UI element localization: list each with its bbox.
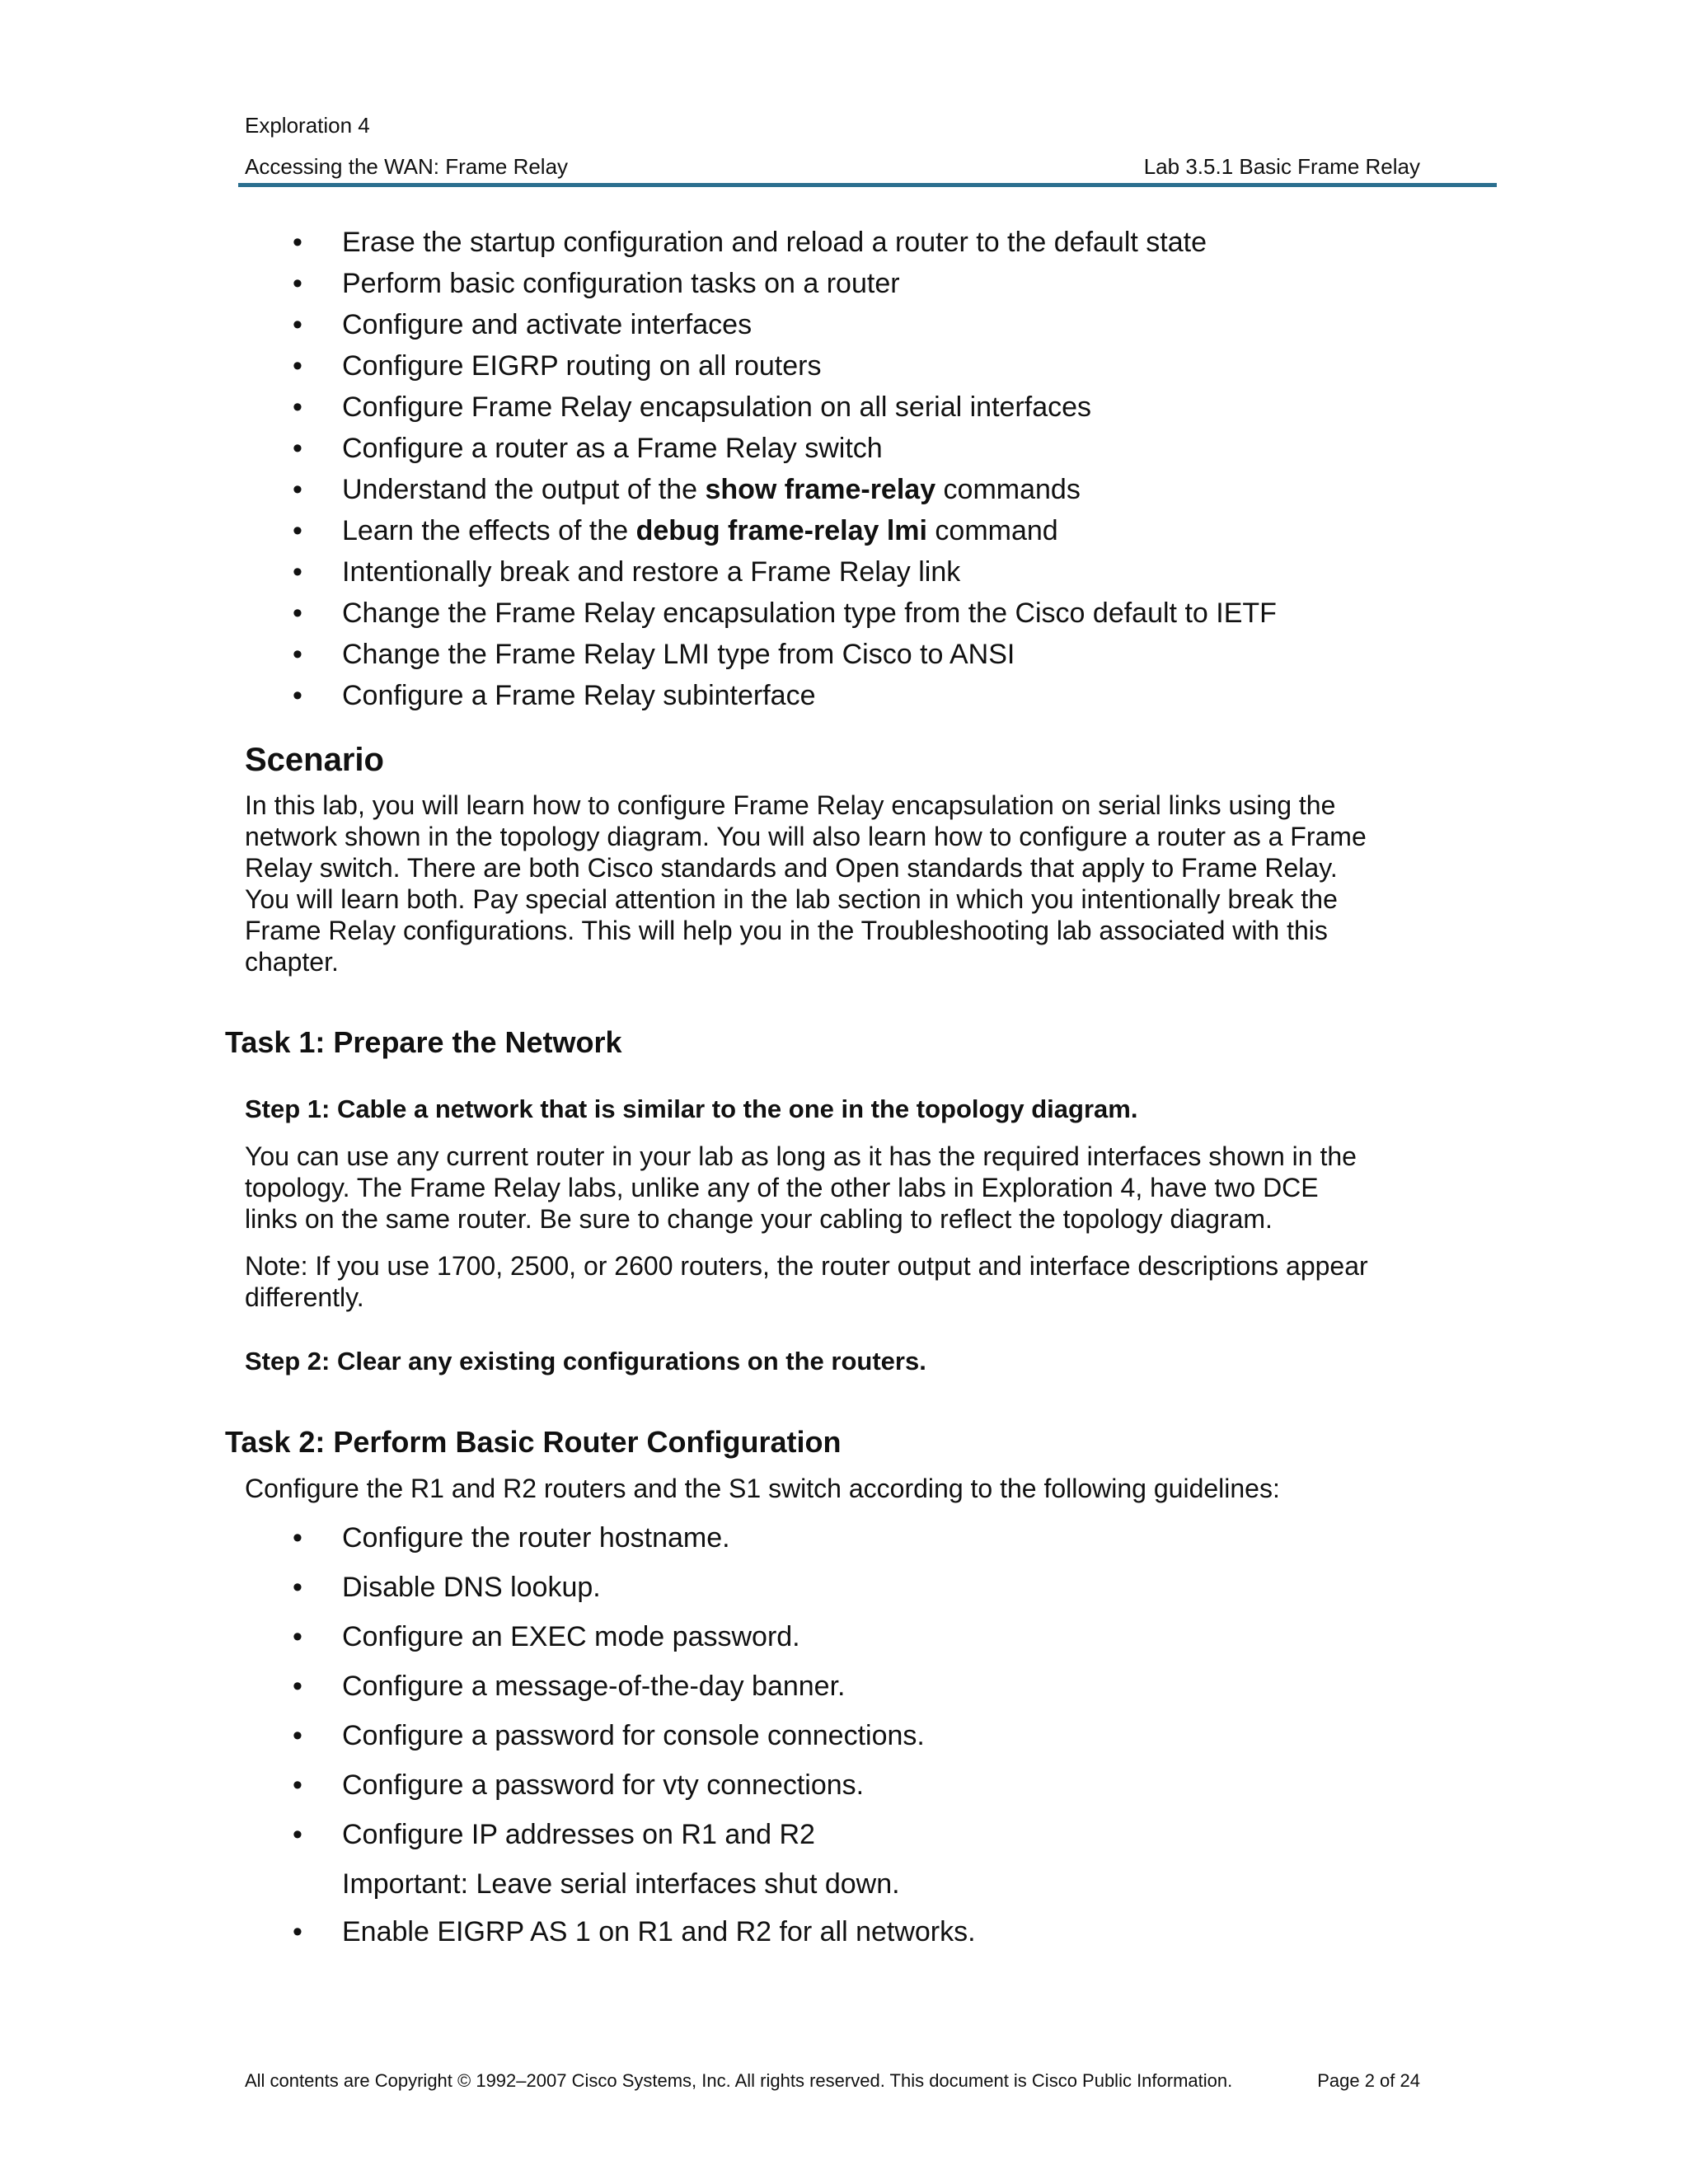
list-item: • Intentionally break and restore a Frame Relay link xyxy=(293,554,1277,595)
header-lab-title: Lab 3.5.1 Basic Frame Relay xyxy=(1143,154,1420,179)
command-text: debug frame-relay lmi xyxy=(635,515,927,546)
bullet-icon: • xyxy=(293,268,302,299)
text-line: In this lab, you will learn how to configure Frame Relay encapsulation on serial links using the xyxy=(245,790,1336,820)
bullet-icon: • xyxy=(293,1671,302,1702)
text-line: differently. xyxy=(245,1282,364,1312)
list-item: • Configure and activate interfaces xyxy=(293,307,1277,348)
bullet-icon: • xyxy=(293,474,302,505)
list-item: • Configure an EXEC mode password. xyxy=(293,1617,976,1666)
bullet-icon: • xyxy=(293,1572,302,1603)
guidelines-list xyxy=(293,1518,976,1961)
bullet-icon: • xyxy=(293,1916,302,1947)
list-item: • Configure EIGRP routing on all routers xyxy=(293,348,1277,389)
bullet-icon: • xyxy=(293,1522,302,1554)
bullet-icon: • xyxy=(293,515,302,546)
list-item: • Configure a password for console connections. xyxy=(293,1716,976,1765)
list-item: • Enable EIGRP AS 1 on R1 and R2 for all networks. xyxy=(293,1912,976,1961)
text-line: Frame Relay configurations. This will help you in the Troubleshooting lab associated with this xyxy=(245,916,1328,945)
header-divider xyxy=(238,183,1497,187)
header-course: Exploration 4 xyxy=(245,113,370,138)
scenario-paragraph xyxy=(245,790,1367,977)
bullet-icon: • xyxy=(293,639,302,670)
list-item: • Configure the router hostname. xyxy=(293,1518,976,1568)
text-line: topology. The Frame Relay labs, unlike any of the other labs in Exploration 4, have two DCE xyxy=(245,1173,1319,1202)
text-line: Relay switch. There are both Cisco standards and Open standards that apply to Frame Relay. xyxy=(245,853,1338,883)
step2-heading: Step 2: Clear any existing configurations on the routers. xyxy=(245,1347,926,1376)
text-line: You can use any current router in your lab as long as it has the required interfaces shown in the xyxy=(245,1141,1357,1171)
list-item: • Configure Frame Relay encapsulation on all serial interfaces xyxy=(293,389,1277,430)
bullet-icon: • xyxy=(293,680,302,711)
task2-intro: Configure the R1 and R2 routers and the S1 switch according to the following guidelines: xyxy=(245,1474,1280,1503)
list-item: • Configure a router as a Frame Relay switch xyxy=(293,430,1277,471)
bullet-icon: • xyxy=(293,556,302,588)
copyright-notice: All contents are Copyright © 1992–2007 Cisco Systems, Inc. All rights reserved. This document is Cisco Public Information. xyxy=(245,2070,1233,2091)
bullet-icon: • xyxy=(293,391,302,423)
task2-heading: Task 2: Perform Basic Router Configuration xyxy=(225,1425,842,1459)
task1-heading: Task 1: Prepare the Network xyxy=(225,1025,622,1059)
text-line: links on the same router. Be sure to change your cabling to reflect the topology diagram. xyxy=(245,1204,1273,1234)
step1-paragraph xyxy=(245,1141,1357,1235)
list-item: • Configure a message-of-the-day banner. xyxy=(293,1666,976,1716)
bullet-icon: • xyxy=(293,350,302,382)
scenario-heading: Scenario xyxy=(245,742,384,778)
text-line: chapter. xyxy=(245,947,339,977)
bullet-icon: • xyxy=(293,309,302,340)
bullet-icon: • xyxy=(293,598,302,629)
command-text: show frame-relay xyxy=(705,474,936,505)
bullet-icon: • xyxy=(293,1819,302,1850)
text-line: network shown in the topology diagram. You will also learn how to configure a router as a Frame xyxy=(245,822,1367,851)
step1-note xyxy=(245,1250,1368,1313)
list-item: • Disable DNS lookup. xyxy=(293,1568,976,1617)
bullet-icon: • xyxy=(293,1621,302,1652)
header-module: Accessing the WAN: Frame Relay xyxy=(245,154,569,179)
bullet-icon: • xyxy=(293,433,302,464)
list-item: • Learn the effects of the debug frame-relay lmi command xyxy=(293,513,1277,554)
bullet-icon: • xyxy=(293,1769,302,1801)
list-item: • Perform basic configuration tasks on a router xyxy=(293,265,1277,307)
list-item: • Configure a password for vty connections. xyxy=(293,1765,976,1815)
important-note: Important: Leave serial interfaces shut down. xyxy=(342,1868,900,1900)
list-item: • Change the Frame Relay encapsulation type from the Cisco default to IETF xyxy=(293,595,1277,636)
list-item: • Change the Frame Relay LMI type from Cisco to ANSI xyxy=(293,636,1277,677)
bullet-icon: • xyxy=(293,227,302,258)
step1-heading: Step 1: Cable a network that is similar to the one in the topology diagram. xyxy=(245,1094,1138,1123)
list-item: • Configure IP addresses on R1 and R2 xyxy=(293,1815,976,1864)
page-number: Page 2 of 24 xyxy=(1317,2070,1420,2091)
objectives-list xyxy=(293,224,1277,719)
text-line: You will learn both. Pay special attention in the lab section in which you intentionally break the xyxy=(245,884,1338,914)
list-item: • Configure a Frame Relay subinterface xyxy=(293,677,1277,719)
list-item: • Understand the output of the show frame-relay commands xyxy=(293,471,1277,513)
text-line: Note: If you use 1700, 2500, or 2600 routers, the router output and interface descriptions appear xyxy=(245,1251,1368,1281)
bullet-icon: • xyxy=(293,1720,302,1751)
list-item: • Erase the startup configuration and reload a router to the default state xyxy=(293,224,1277,265)
